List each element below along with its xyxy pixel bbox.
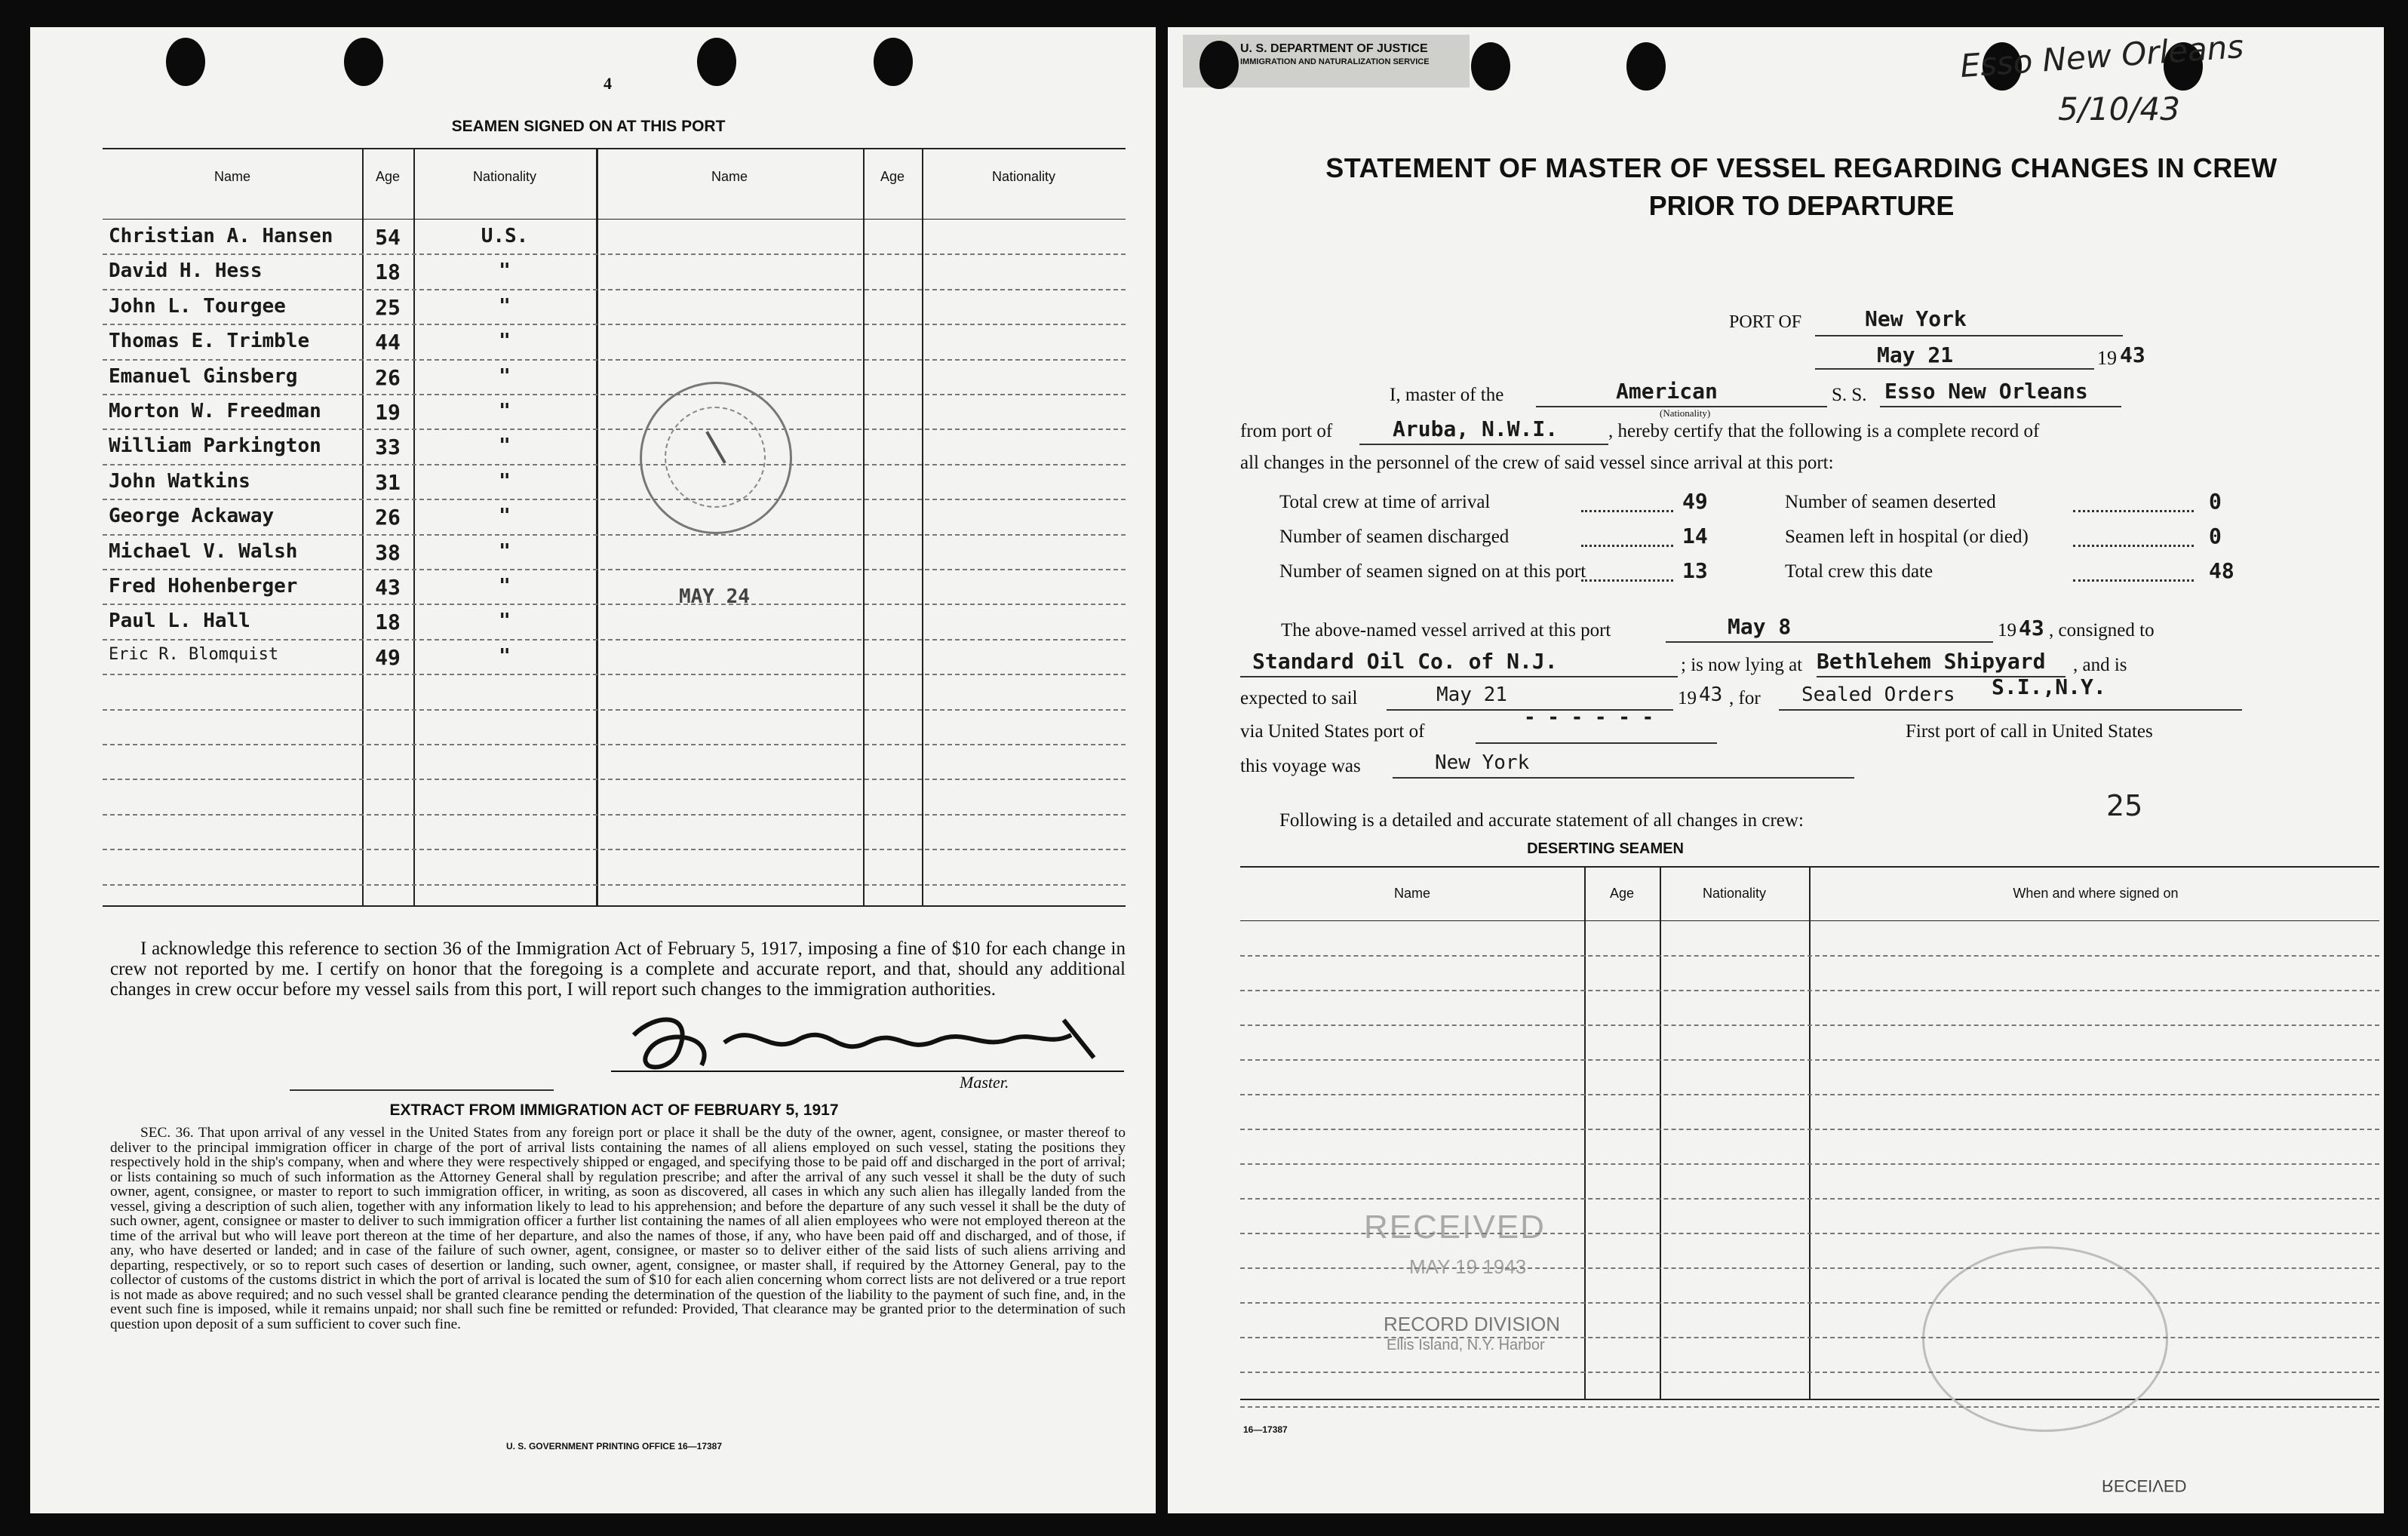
seaman-age: 26 — [375, 505, 401, 530]
seaman-age: 43 — [375, 575, 401, 600]
seaman-name: Emanuel Ginsberg — [109, 365, 298, 388]
table-rule — [103, 674, 1126, 675]
destination-location: S.I.,N.Y. — [1992, 674, 2106, 699]
stat-label: Seamen left in hospital (or died) — [1785, 527, 2029, 547]
seaman-age: 49 — [375, 645, 401, 670]
header-nationality: Nationality — [472, 169, 537, 184]
lying-at-value: Bethlehem Shipyard — [1817, 649, 2046, 674]
table-rule — [1240, 1094, 2379, 1095]
table-rule — [103, 253, 1126, 255]
table-rule — [103, 359, 1126, 361]
table-rule — [1240, 1198, 2379, 1200]
from-port-label: from port of — [1240, 421, 1333, 441]
seaman-nationality: " — [499, 400, 511, 422]
deserting-header-name: Name — [1393, 886, 1430, 901]
deserting-title: DESERTING SEAMEN — [1527, 840, 1684, 857]
seaman-name: David H. Hess — [109, 260, 263, 282]
seaman-age: 19 — [375, 400, 401, 425]
table-rule — [103, 569, 1126, 570]
destination-value: Sealed Orders — [1801, 684, 1955, 706]
record-location-stamp: Ellis Island, N.Y. Harbor — [1387, 1337, 1545, 1353]
stat-value: 49 — [1682, 489, 1708, 514]
table-rule — [1240, 1025, 2379, 1026]
seaman-name: George Ackaway — [109, 505, 275, 527]
handwritten-date: 5/10/43 — [2058, 91, 2180, 127]
stat-label: Total crew this date — [1785, 561, 1933, 582]
stat-label: Total crew at time of arrival — [1279, 492, 1491, 512]
table-rule — [1240, 990, 2379, 991]
table-rule — [1240, 1233, 2379, 1234]
table-rule — [103, 639, 1126, 641]
leader-dots — [1581, 579, 1673, 582]
date-year-prefix: 19 — [2097, 347, 2117, 369]
extract-text: SEC. 36. That upon arrival of any vessel in the United States from any foreign port or place it shall be the duty of the owner, agent, consignee, or master thereof to deliver to the principal immigration officer in charge of the port of arrival lists containing the names of all aliens employed on such vessel, stating the positions they respectively hold in the ship's company, when and where they were respectively shipped or engaged, and specifying those to be paid off and discharged in the port of arrival; or lists containing so much of such information as the Attorney General shall by regulation prescribe; and after the arrival of any such vessel it shall be the duty of such owner, agent, consignee, or master to report to such immigration officer, in writing, as soon as discovered, all cases in which any such alien has illegally landed from the vessel, giving a description of such alien, together with any information likely to lead to his apprehension; and before the departure of any such vessel it shall be the duty of such owner, agent, consignee or master to deliver to such immigration officer a further list containing the names of all alien employees who were not employed thereon at the time of the arrival but who will leave port thereon at the time of her departure, and also the names of those, if any, who have been paid off and discharged, and of those, if any, who have deserted or landed; and in case of the failure of such owner, agent, consignee, or master so to deliver either of the said lists of such aliens arriving and departing, respectively, or so to report such cases of desertion or landing, such owner, agent, consignee, or master shall, if required by the Attorney General, pay to the collector of customs of the customs district in which the port of arrival is located the sum of $10 for each alien concerning whom correct lists are not delivered or a true report is not made as above required; and no such vessel shall be granted clearance pending the determination of the question of the liability to the payment of such fine, and, in the event such fine is imposed, while it remains unpaid; nor shall such fine be remitted or refunded: Provided, That clearance may be granted prior to the determination of such question upon deposit of a sum sufficient to cover such fine. — [110, 1125, 1126, 1332]
seaman-age: 44 — [375, 330, 401, 355]
handwritten-vessel-note: Esso New Orleans — [1958, 27, 2245, 85]
arrived-label: The above-named vessel arrived at this port — [1281, 620, 1611, 641]
punch-hole — [344, 38, 383, 86]
table-rule — [103, 464, 1126, 465]
table-rule — [103, 324, 1126, 325]
first-port-value: New York — [1435, 751, 1530, 774]
table-rule — [103, 534, 1126, 536]
header-age: Age — [880, 169, 905, 184]
table-rule — [1240, 1337, 2379, 1338]
certify-text: , hereby certify that the following is a complete record of — [1608, 421, 2040, 441]
arrived-year: 43 — [2019, 616, 2044, 641]
date-stamp: MAY 24 — [679, 585, 750, 608]
stat-value: 13 — [1682, 558, 1708, 583]
stat-label: Number of seamen signed on at this port — [1279, 561, 1586, 582]
table-rule — [1240, 1059, 2379, 1061]
seaman-name: John Watkins — [109, 470, 250, 493]
form-number: 16—17387 — [1243, 1424, 1288, 1435]
table-rule — [103, 779, 1126, 780]
table-rule — [1240, 1163, 2379, 1165]
seaman-name: Morton W. Freedman — [109, 400, 321, 422]
table-rule — [103, 849, 1126, 850]
seaman-nationality: " — [499, 610, 511, 632]
seaman-name: Michael V. Walsh — [109, 540, 298, 563]
master-label: Master. — [960, 1073, 1009, 1092]
header-nationality: Nationality — [991, 169, 1056, 184]
mirrored-received-stamp: RECEIVED — [2102, 1476, 2187, 1495]
consignee-value: Standard Oil Co. of N.J. — [1252, 649, 1558, 674]
consigned-label: , consigned to — [2049, 620, 2155, 641]
table-rule — [103, 744, 1126, 745]
leader-dots — [2073, 579, 2194, 582]
printing-office: U. S. GOVERNMENT PRINTING OFFICE 16—17387 — [505, 1441, 723, 1452]
arrived-date: May 8 — [1728, 614, 1792, 639]
port-value: New York — [1865, 306, 1967, 331]
deserting-header-signed-on: When and where signed on — [2013, 886, 2179, 901]
table-rule — [1240, 955, 2379, 957]
seaman-nationality: " — [499, 295, 511, 318]
punch-hole — [874, 38, 913, 86]
faded-circular-stamp — [1922, 1246, 2168, 1432]
stat-value: 0 — [2209, 489, 2222, 514]
leader-dots — [1581, 545, 1673, 547]
seaman-nationality: U.S. — [481, 225, 529, 247]
signed-on-title: SEAMEN SIGNED ON AT THIS PORT — [451, 118, 726, 135]
seaman-name: Fred Hohenberger — [109, 575, 298, 598]
table-rule — [103, 394, 1126, 395]
circular-stamp — [640, 382, 792, 534]
table-rule — [1240, 1129, 2379, 1130]
seaman-nationality: " — [499, 470, 511, 493]
table-rule — [1240, 1302, 2379, 1304]
from-port-value: Aruba, N.W.I. — [1393, 416, 1559, 441]
table-rule — [103, 604, 1126, 605]
date-year: 43 — [2120, 343, 2145, 367]
seaman-age: 26 — [375, 365, 401, 390]
table-rule — [103, 814, 1126, 816]
seaman-nationality: " — [499, 575, 511, 598]
extract-title: EXTRACT FROM IMMIGRATION ACT OF FEBRUARY 5, 1917 — [389, 1101, 839, 1119]
right-page — [1168, 27, 2384, 1513]
received-stamp: RECEIVED — [1364, 1209, 1546, 1246]
table-rule — [1240, 1406, 2379, 1408]
stat-label: Number of seamen deserted — [1785, 492, 1996, 512]
stat-value: 0 — [2209, 524, 2222, 548]
handwritten-number: 25 — [2106, 789, 2143, 822]
seaman-age: 38 — [375, 540, 401, 565]
table-rule — [1240, 920, 2379, 921]
certify-line2: all changes in the personnel of the crew of said vessel since arrival at this port: — [1240, 453, 1834, 473]
master-of-label: I, master of the — [1390, 385, 1504, 405]
ss-label: S. S. — [1832, 385, 1867, 405]
header-name: Name — [711, 169, 748, 184]
via-port-value: - - - - - - — [1524, 706, 1654, 729]
seaman-nationality: " — [499, 435, 511, 457]
form-title-line2: PRIOR TO DEPARTURE — [1648, 190, 1955, 221]
sail-year-prefix: 19 — [1678, 688, 1697, 708]
nationality-value: American — [1616, 379, 1718, 404]
punch-hole — [697, 38, 736, 86]
punch-hole — [1471, 42, 1510, 91]
agency-line1: U. S. DEPARTMENT OF JUSTICE — [1240, 42, 1428, 55]
seaman-age: 33 — [375, 435, 401, 459]
seaman-name: Thomas E. Trimble — [109, 330, 310, 352]
sail-year: 43 — [1699, 684, 1723, 706]
sail-date: May 21 — [1436, 684, 1507, 706]
port-of-label: PORT OF — [1729, 312, 1802, 332]
page-number: 4 — [604, 74, 612, 93]
deserting-header-age: Age — [1609, 886, 1635, 901]
seaman-age: 18 — [375, 260, 401, 284]
form-title-line1: STATEMENT OF MASTER OF VESSEL REGARDING CHANGES IN CREW — [1325, 152, 2277, 183]
nationality-caption: (Nationality) — [1660, 407, 1711, 419]
seaman-age: 18 — [375, 610, 401, 634]
seaman-name: Christian A. Hansen — [109, 225, 333, 247]
leader-dots — [2073, 545, 2194, 547]
seaman-nationality: " — [499, 505, 511, 527]
stat-value: 48 — [2209, 558, 2234, 583]
master-signature — [611, 1005, 1124, 1088]
stat-label: Number of seamen discharged — [1279, 527, 1510, 547]
vessel-name: Esso New Orleans — [1884, 379, 2088, 404]
via-label: via United States port of — [1240, 721, 1425, 742]
seaman-name: John L. Tourgee — [109, 295, 286, 318]
table-rule — [103, 884, 1126, 886]
seaman-age: 54 — [375, 225, 401, 250]
and-is-label: , and is — [2073, 655, 2127, 675]
seaman-age: 31 — [375, 470, 401, 495]
table-rule — [103, 709, 1126, 711]
deserting-header-nationality: Nationality — [1702, 886, 1767, 901]
punch-hole — [1199, 41, 1239, 89]
seaman-nationality: " — [499, 645, 511, 668]
for-label: , for — [1729, 688, 1761, 708]
table-rule — [103, 499, 1126, 500]
table-rule — [103, 289, 1126, 290]
first-port-label: First port of call in United States — [1906, 721, 2153, 742]
agency-line2: IMMIGRATION AND NATURALIZATION SERVICE — [1240, 57, 1430, 66]
lying-label: ; is now lying at — [1681, 655, 1803, 675]
table-rule — [1240, 1267, 2379, 1269]
header-name: Name — [213, 169, 250, 184]
seaman-name: William Parkington — [109, 435, 321, 457]
left-page — [30, 27, 1156, 1513]
acknowledgment-text: I acknowledge this reference to section 36 of the Immigration Act of February 5, 1917, imposing a fine of $10 for each change in crew not reported by me. I certify on honor that the foregoing is a complete and accurate report, and that, should any additional changes in crew occur before my vessel sails from this port, I will report such changes to the immigration authorities. — [110, 938, 1126, 1000]
arrived-year-prefix: 19 — [1998, 620, 2016, 641]
seaman-nationality: " — [499, 260, 511, 282]
seaman-age: 25 — [375, 295, 401, 320]
voyage-label: this voyage was — [1240, 756, 1361, 776]
leader-dots — [1581, 510, 1673, 512]
stat-value: 14 — [1682, 524, 1708, 548]
seaman-nationality: " — [499, 365, 511, 388]
expected-label: expected to sail — [1240, 688, 1358, 708]
seaman-name: Eric R. Blomquist — [109, 645, 279, 664]
punch-hole — [1626, 42, 1666, 91]
table-rule — [103, 429, 1126, 430]
header-age: Age — [375, 169, 401, 184]
punch-hole — [166, 38, 205, 86]
seaman-nationality: " — [499, 330, 511, 352]
table-rule — [1240, 1372, 2379, 1373]
record-division-stamp: RECORD DIVISION — [1384, 1313, 1561, 1335]
leader-dots — [2073, 510, 2194, 512]
following-label: Following is a detailed and accurate statement of all changes in crew: — [1279, 810, 1804, 831]
date-value: May 21 — [1877, 343, 1954, 367]
seaman-name: Paul L. Hall — [109, 610, 250, 632]
received-date-stamp: MAY 19 1943 — [1409, 1255, 1527, 1278]
seaman-nationality: " — [499, 540, 511, 563]
